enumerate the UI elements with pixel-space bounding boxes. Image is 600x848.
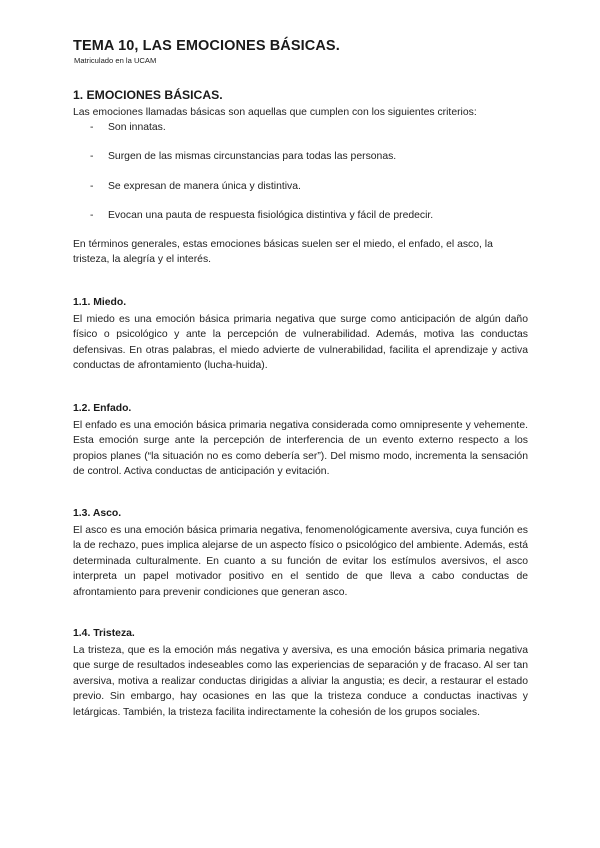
page-title: TEMA 10, LAS EMOCIONES BÁSICAS. [73, 38, 340, 54]
section-intro: Las emociones llamadas básicas son aquellas que cumplen con los siguientes criterios: [73, 107, 477, 118]
bullet-item [90, 121, 166, 135]
bullet-marker: - [90, 210, 94, 221]
subsection-heading-miedo: 1.1. Miedo. [73, 297, 127, 308]
bullet-item [90, 180, 301, 194]
bullet-text: Se expresan de manera única y distintiva. [108, 181, 301, 192]
bullet-item [90, 209, 433, 223]
bullet-text: Surgen de las mismas circunstancias para todas las personas. [108, 151, 397, 162]
page-subtitle: Matriculado en la UCAM [74, 56, 157, 65]
subsection-body-asco: El asco es una emoción básica primaria negativa, fenomenológicamente aversiva, cuya función es la de rechazo, pues implica alejarse de un aspecto físico o psicológico del ambiente. Además, está determinada culturalmente. En cuanto a su función de evitar los estímulos aversivos, el asco interpreta un papel motivador positivo en el sentido de que lleva a cabo conductas de afrontamiento para prevenir condiciones que generan asco. [73, 525, 528, 598]
subsection-body-tristeza: La tristeza, que es la emoción más negativa y aversiva, es una emoción básica primaria negativa que surge de resultados indeseables como las experiencias de separación y de fracaso. Al ser tan aversiva, motiva a realizar conductas dirigidas a aliviar la angustia; es decir, a restaurar el estado previo. Sin embargo, hay ocasiones en las que la tristeza conduce a conductas inactivas y letárgicas. También, la tristeza facilita indirectamente la cohesión de los grupos sociales. [73, 645, 528, 718]
bullet-text: Evocan una pauta de respuesta fisiológica distintiva y fácil de predecir. [108, 210, 434, 221]
section-summary: En términos generales, estas emociones básicas suelen ser el miedo, el enfado, el asco, la tristeza, la alegría y el interés. [73, 239, 493, 266]
subsection-heading-tristeza: 1.4. Tristeza. [73, 628, 135, 639]
subsection-body-miedo: El miedo es una emoción básica primaria negativa que surge como anticipación de algún daño físico o psicológico y ante la percepción de vulnerabilidad. Además, motiva las conductas defensivas. En otras palabras, el miedo advierte de vulnerabilidad, facilita el aprendizaje y activa conductas de afrontamiento (lucha-huida). [73, 314, 528, 372]
subsection-body-enfado: El enfado es una emoción básica primaria negativa considerada como omnipresente y vehemente. Esta emoción surge ante la percepción de interferencia de un evento externo respecto a los propios planes (“la situación no es como debería ser”). Del mismo modo, incrementa la sensación de control. Activa conductas de anticipación y evitación. [73, 420, 528, 478]
bullet-marker: - [90, 181, 94, 192]
bullet-marker: - [90, 151, 94, 162]
bullet-text: Son innatas. [108, 122, 166, 133]
subsection-heading-asco: 1.3. Asco. [73, 508, 122, 519]
bullet-item [90, 150, 396, 164]
subsection-heading-enfado: 1.2. Enfado. [73, 403, 132, 414]
section-heading: 1. EMOCIONES BÁSICAS. [73, 88, 223, 102]
bullet-marker: - [90, 122, 94, 133]
